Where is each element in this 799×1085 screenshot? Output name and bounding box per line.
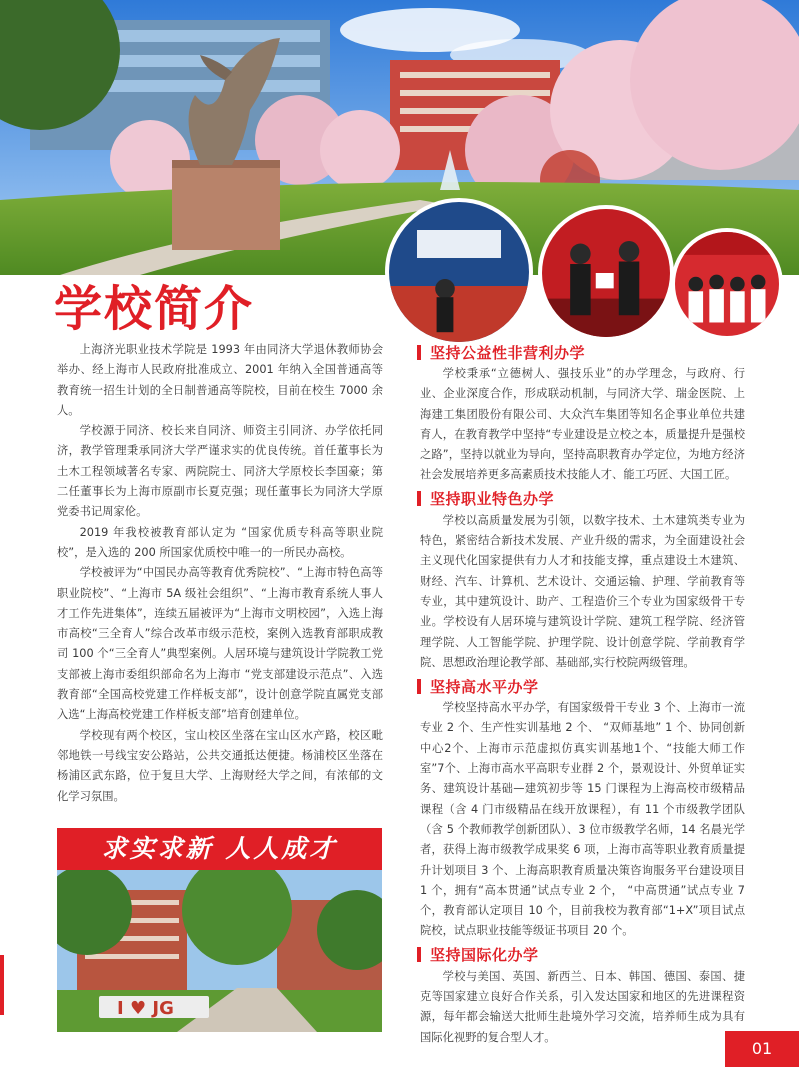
section-body: 学校以高质量发展为引领，以数字技术、土木建筑类专业为特色，紧密结合新技术发展、产业升级的需求，为全面建设社会主义现代化国家提供有力人才和技能支撑，重点建设土木建筑、财经、汽车、计算机、艺术设计、交通运输、护理、学前教育等专业，其中建筑设计、助产、工程造价三个专业为国家级骨干专业。学校设有人居环境与建筑设计学院、建筑工程学院、经济管理学院、人工智能学院、护理学院、设计创意学院、学前教育学院、思想政治理论教学部、基础部,实行校院两级管理。 [420, 513, 745, 669]
section-title: 坚持公益性非营利办学 [430, 343, 586, 362]
event-photo-students [671, 228, 783, 340]
feature-sections [417, 340, 745, 1049]
section-body: 学校与美国、英国、新西兰、日本、韩国、德国、泰国、捷克等国家建立良好合作关系，引入发达国家和地区的先进课程资源，每年都会输送大批师生赴境外学习交流，培养师生成为具有国际化视野的复合型人才。 [420, 969, 745, 1044]
section-body: 学校坚持高水平办学，有国家级骨干专业 3 个、上海市一流专业 2 个、生产性实训基地 2 个、 “双师基地” 1 个、协同创新中心2个、上海市示范虚拟仿真实训基地1个、“技能大师工作室”7个、上海市高水平高职专业群 2 个，景观设计、外贸单证实务、建筑设计基础—建筑初步等 15 门课程为上海高校市级精品课程（含 4 门市级精品在线开放课程），有 11 个市级教学团队（含 5 个教师教学创新团队）、3 位市级教学名师，14 名晨光学者，获得上海市级教学成果奖 6 项，上海市高等职业教育质量提升计划项目 3 个、上海高职教育质量决策咨询服务平台建设项目 1 个，拥有“高本贯通”试点专业 2 个， “中高贯通”试点专业 7 个，教育部认定项目 10 个，目前我校为教育部“1+X”项目试点院校，试点职业技能等级证书项目 20 个。 [420, 701, 745, 938]
section-marker [417, 947, 421, 962]
intro-paragraph: 学校被评为“中国民办高等教育优秀院校”、“上海市特色高等职业院校”、“上海市 5A 级社会组织”、“上海市教育系统人事人才工作先进集体”，连续五届被评为“上海市文明校园”，入选上海市高校“三全育人”综合改革市级示范校，案例入选教育部职成教司 100 个“三全育人”典型案例。人居环境与建筑设计学院教工党支部被上海市委组织部命名为上海市 “党支部建设示范点”、入选教育部“全国高校党建工作样板支部”，设计创意学院直属党支部入选“上海高校党建工作样板支部”培育创建单位。 [57, 566, 383, 722]
intro-text [57, 340, 383, 807]
left-edge-accent [0, 955, 4, 1015]
intro-paragraph: 上海济光职业技术学院是 1993 年由同济大学退休教师协会举办、经上海市人民政府批准成立、2001 年纳入全国普通高等教育统一招生计划的全日制普通高等院校，目前在校生 7000 余人。 [57, 343, 383, 417]
section-marker [417, 345, 421, 360]
section-body: 学校秉承“立德树人、强技乐业”的办学理念，与政府、行业、企业深度合作，形成联动机制，与同济大学、瑞金医院、上海建工集团股份有限公司、大众汽车集团等知名企事业单位共建育人，在教育教学中坚持“专业建设是立校之本，质量提升是强校之路”，坚持以就业为导向，坚持高职教育办学定位，为地方经济社会发展培养更多高素质技术技能人才、能工巧匠、大国工匠。 [420, 367, 745, 482]
section-heading [417, 674, 745, 698]
section-heading [417, 487, 745, 511]
event-photo-unveiling [538, 205, 674, 341]
page-number: 01 [725, 1031, 799, 1067]
event-photo-ceremony [385, 198, 533, 346]
campus-sign: I ♥ JG [117, 998, 174, 1019]
section-marker [417, 491, 421, 506]
section-title: 坚持高水平办学 [430, 677, 539, 696]
section-marker [417, 679, 421, 694]
school-motto: 求实求新 人人成才 [57, 828, 382, 870]
section-title: 坚持国际化办学 [430, 946, 539, 965]
intro-paragraph: 2019 年我校被教育部认定为 “国家优质专科高等职业院校”，是入选的 200 所国家优质校中唯一的一所民办高校。 [57, 525, 383, 559]
section-heading [417, 943, 745, 967]
campus-photo [57, 870, 382, 1032]
page-title: 学校简介 [54, 281, 255, 337]
intro-paragraph: 学校现有两个校区，宝山校区坐落在宝山区水产路，校区毗邻地铁一号线宝安公路站，公共交通抵达便捷。杨浦校区坐落在杨浦区武东路，位于复旦大学、上海财经大学之间，有浓郁的文化学习氛围。 [57, 728, 383, 803]
section-title: 坚持职业特色办学 [430, 490, 555, 509]
intro-paragraph: 学校源于同济、校长来自同济、师资主引同济、办学依托同济，教学管理秉承同济大学严谨求实的优良传统。首任董事长为土木工程领域著名专家、两院院士、同济大学原校长李国豪；第二任董事长为上海市原副市长夏克强；现任董事长为同济大学原党委书记周家伦。 [57, 424, 383, 519]
section-heading [417, 340, 745, 364]
